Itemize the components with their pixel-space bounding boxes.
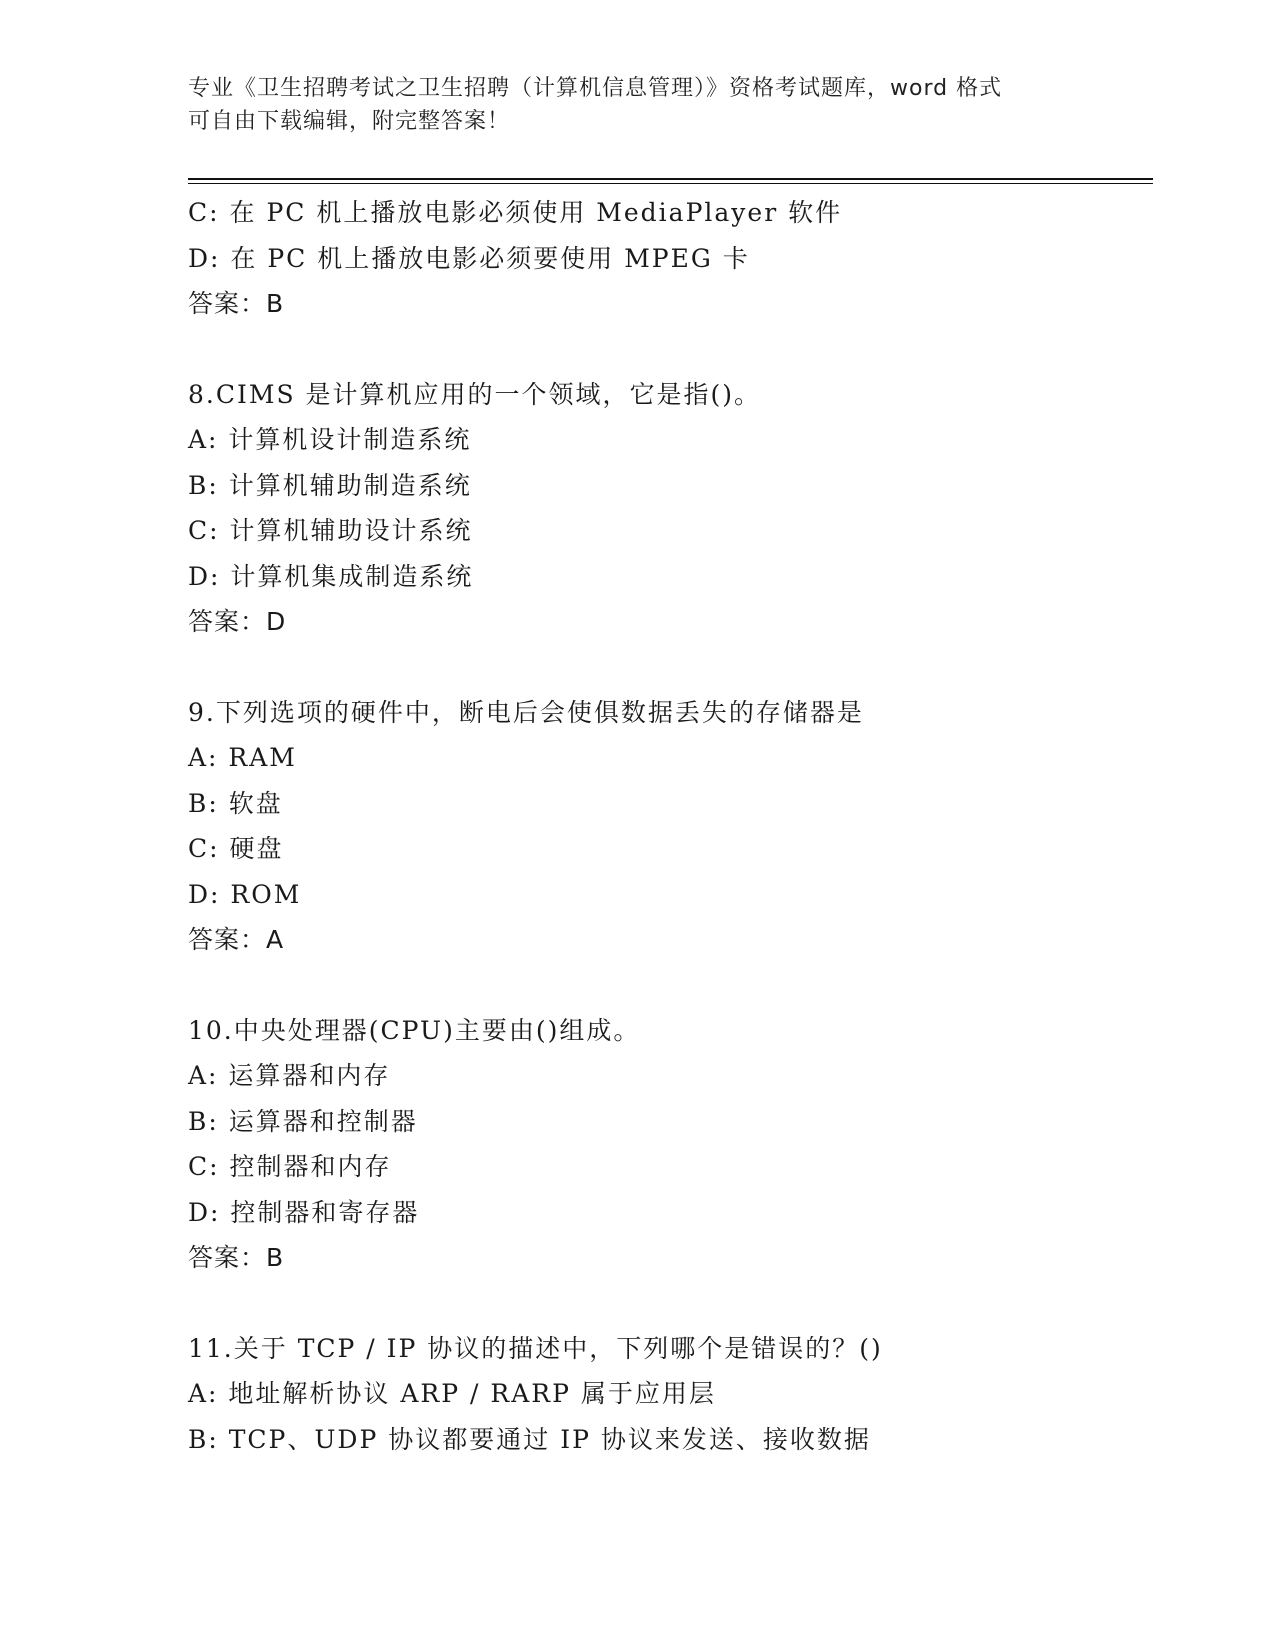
- option-c: C: 控制器和内存: [188, 1152, 392, 1181]
- spacer: [188, 645, 1153, 690]
- option-d: D: 在 PC 机上播放电影必须要使用 MPEG 卡: [188, 243, 750, 273]
- question-stem: 9.下列选项的硬件中，断电后会使俱数据丢失的存储器是: [188, 697, 864, 727]
- question-content: [188, 190, 1153, 1462]
- question-7-partial: [188, 190, 1153, 327]
- question-stem: 10.中央处理器(CPU)主要由()组成。: [188, 1015, 641, 1045]
- answer-line: 答案：B: [188, 289, 285, 318]
- header-divider-thin: [188, 183, 1153, 184]
- document-header: [188, 72, 1088, 138]
- option-a: A: 地址解析协议 ARP / RARP 属于应用层: [188, 1379, 716, 1408]
- question-11: [188, 1326, 1153, 1463]
- option-c: C: 计算机辅助设计系统: [188, 516, 473, 545]
- question-9: [188, 690, 1153, 963]
- option-b: B: TCP、UDP 协议都要通过 IP 协议来发送、接收数据: [188, 1424, 871, 1454]
- option-b: B: 运算器和控制器: [188, 1106, 418, 1136]
- option-d: D: ROM: [188, 879, 302, 909]
- question-stem: 11.关于 TCP / IP 协议的描述中，下列哪个是错误的？(): [188, 1333, 883, 1363]
- spacer: [188, 1281, 1153, 1326]
- answer-line: 答案：B: [188, 1243, 285, 1272]
- option-d: D: 控制器和寄存器: [188, 1197, 420, 1227]
- option-a: A: 运算器和内存: [188, 1061, 391, 1090]
- option-c: C: 在 PC 机上播放电影必须使用 MediaPlayer 软件: [188, 198, 843, 227]
- question-8: [188, 372, 1153, 645]
- answer-line: 答案：D: [188, 607, 287, 636]
- option-a: A: 计算机设计制造系统: [188, 425, 472, 454]
- spacer: [188, 963, 1153, 1008]
- spacer: [188, 327, 1153, 372]
- option-a: A: RAM: [188, 743, 297, 772]
- question-stem: 8.CIMS 是计算机应用的一个领域，它是指()。: [188, 379, 762, 409]
- header-divider-thick: [188, 178, 1153, 180]
- question-10: [188, 1008, 1153, 1281]
- option-c: C: 硬盘: [188, 834, 284, 863]
- header-line-2: 可自由下载编辑，附完整答案！: [188, 109, 511, 134]
- option-b: B: 计算机辅助制造系统: [188, 470, 472, 500]
- answer-line: 答案：A: [188, 925, 285, 954]
- option-b: B: 软盘: [188, 788, 283, 818]
- option-d: D: 计算机集成制造系统: [188, 561, 474, 591]
- header-line-1: 专业《卫生招聘考试之卫生招聘（计算机信息管理）》资格考试题库，word 格式: [188, 76, 1003, 101]
